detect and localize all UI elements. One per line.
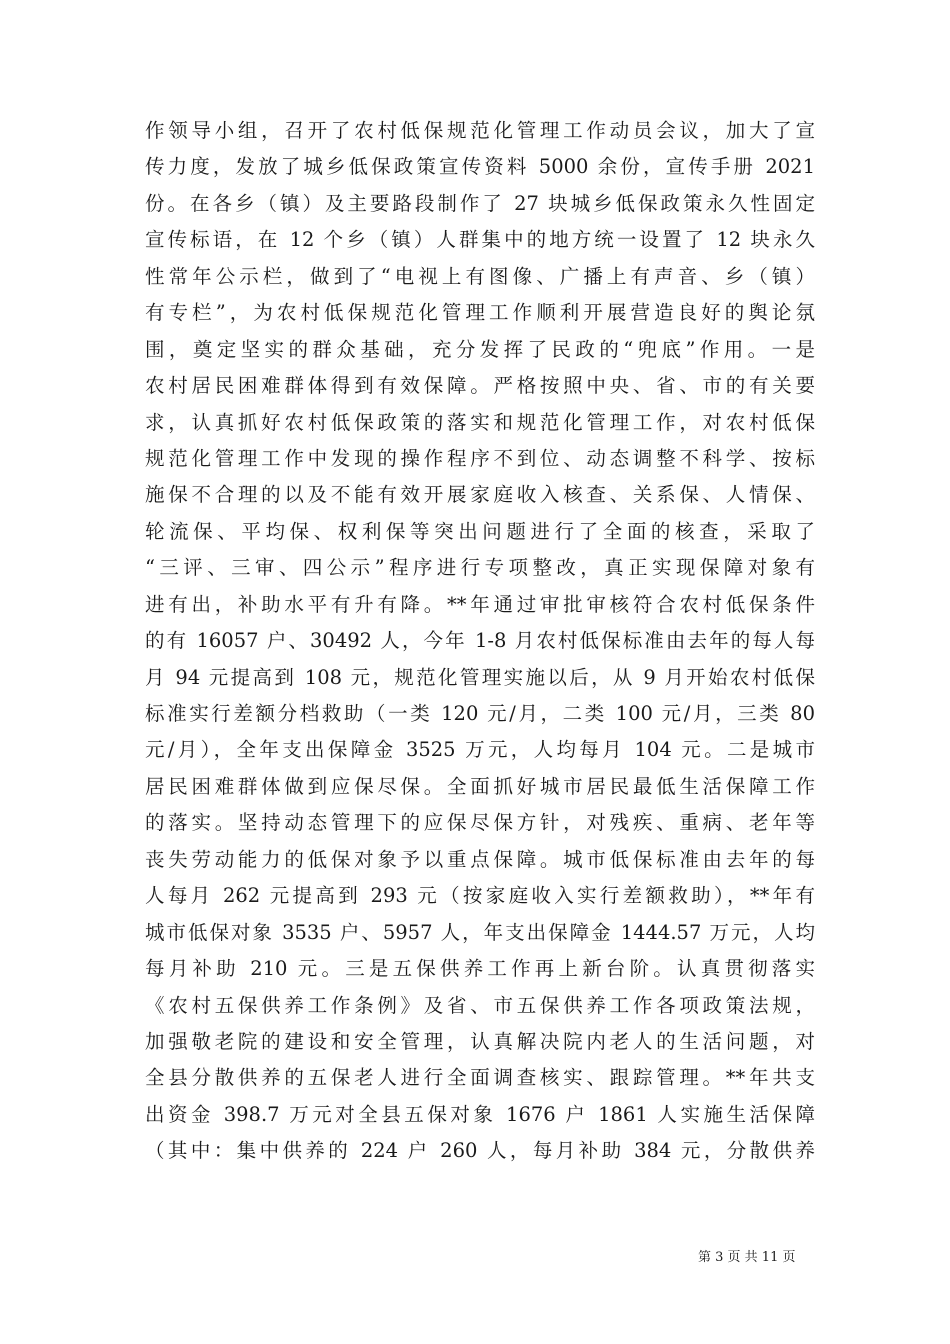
text-line: 标准实行差额分档救助（一类 120 元/月，二类 100 元/月，三类 80 (145, 702, 815, 725)
text-line: 传力度，发放了城乡低保政策宣传资料 5000 余份，宣传手册 2021 (145, 155, 815, 179)
text-line: 农村居民困难群体得到有效保障。严格按照中央、省、市的有关要 (145, 374, 815, 398)
text-line: 求，认真抓好农村低保政策的落实和规范化管理工作，对农村低保 (145, 410, 815, 434)
text-line: 宣传标语，在 12 个乡（镇）人群集中的地方统一设置了 12 块永久 (145, 228, 815, 252)
text-line: 有专栏”，为农村低保规范化管理工作顺利开展营造良好的舆论氛 (145, 301, 815, 325)
text-line: 人每月 262 元提高到 293 元（按家庭收入实行差额救助），**年有 (145, 884, 815, 908)
text-line: 轮流保、平均保、权利保等突出问题进行了全面的核查，采取了 (145, 519, 815, 543)
text-line: 施保不合理的以及不能有效开展家庭收入核查、关系保、人情保、 (145, 483, 815, 507)
body-text (145, 113, 815, 1170)
text-line: 元/月），全年支出保障金 3525 万元，人均每月 104 元。二是城市 (145, 738, 815, 762)
page-number: 第 3 页 共 11 页 (698, 1250, 796, 1265)
text-line: 月 94 元提高到 108 元，规范化管理实施以后，从 9 月开始农村低保 (145, 665, 815, 689)
text-line: 的有 16057 户、30492 人，今年 1-8 月农村低保标准由去年的每人每 (145, 629, 815, 653)
text-line: 居民困难群体做到应保尽保。全面抓好城市居民最低生活保障工作 (145, 774, 815, 798)
text-line: 出资金 398.7 万元对全县五保对象 1676 户 1861 人实施生活保障 (145, 1102, 815, 1126)
text-line: 进有出，补助水平有升有降。**年通过审批审核符合农村低保条件 (145, 592, 815, 616)
text-line: （其中：集中供养的 224 户 260 人，每月补助 384 元，分散供养 (145, 1139, 815, 1163)
text-line: 的落实。坚持动态管理下的应保尽保方针，对残疾、重病、老年等 (145, 811, 815, 835)
text-line: 全县分散供养的五保老人进行全面调查核实、跟踪管理。**年共支 (145, 1066, 815, 1090)
text-line: 围，奠定坚实的群众基础，充分发挥了民政的“兜底”作用。一是 (145, 337, 815, 361)
text-line: “三评、三审、四公示”程序进行专项整改，真正实现保障对象有 (145, 556, 815, 580)
text-line: 加强敬老院的建设和安全管理，认真解决院内老人的生活问题，对 (145, 1029, 815, 1053)
text-line: 性常年公示栏，做到了“电视上有图像、广播上有声音、乡（镇） (145, 264, 815, 288)
text-line: 丧失劳动能力的低保对象予以重点保障。城市低保标准由去年的每 (145, 847, 815, 871)
text-line: 规范化管理工作中发现的操作程序不到位、动态调整不科学、按标 (145, 446, 815, 470)
text-line: 城市低保对象 3535 户、5957 人，年支出保障金 1444.57 万元，人均 (145, 920, 815, 944)
text-line: 份。在各乡（镇）及主要路段制作了 27 块城乡低保政策永久性固定 (145, 191, 815, 215)
text-line: 作领导小组，召开了农村低保规范化管理工作动员会议，加大了宣 (145, 119, 815, 142)
text-line: 每月补助 210 元。三是五保供养工作再上新台阶。认真贯彻落实 (145, 957, 815, 981)
text-line: 《农村五保供养工作条例》及省、市五保供养工作各项政策法规， (145, 993, 815, 1017)
